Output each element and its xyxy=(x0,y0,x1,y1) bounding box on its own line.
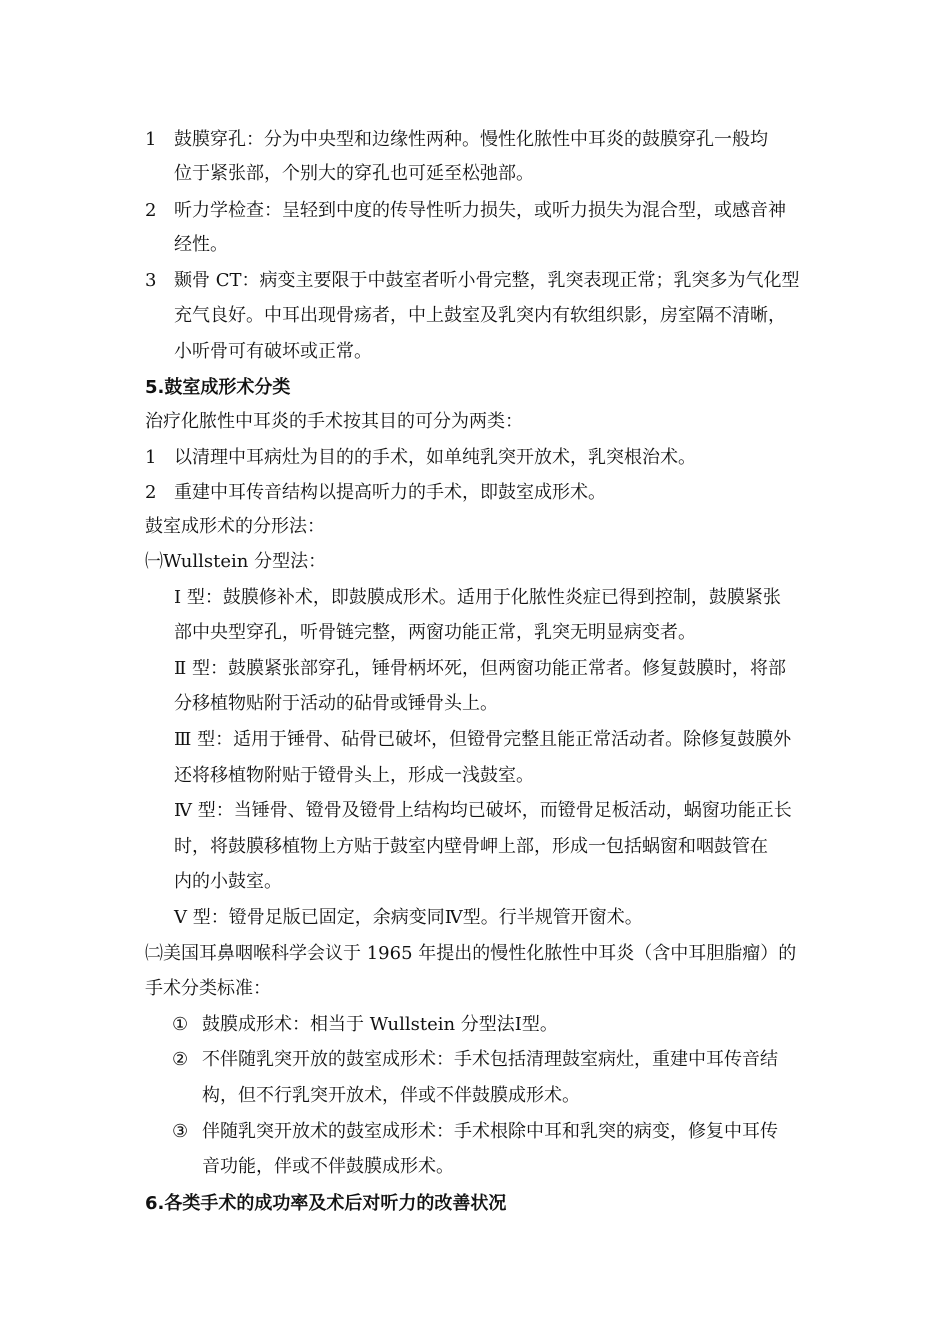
list-number: 3 xyxy=(145,270,157,291)
type-line: 还将移植物附贴于镫骨头上，形成一浅鼓室。 xyxy=(174,765,534,786)
type-line: Ⅱ 型：鼓膜紧张部穿孔，锤骨柄坏死，但两窗功能正常者。修复鼓膜时，将部 xyxy=(174,658,786,679)
type-line: 时，将鼓膜移植物上方贴于鼓室内壁骨岬上部，形成一包括蜗窗和咽鼓管在 xyxy=(174,836,768,857)
aao-title: ㈡美国耳鼻咽喉科学会议于 1965 年提出的慢性化脓性中耳炎（含中耳胆脂瘤）的 xyxy=(145,943,797,964)
aao-item-line: 不伴随乳突开放的鼓室成形术：手术包括清理鼓室病灶，重建中耳传音结 xyxy=(202,1049,778,1070)
text-line: 充气良好。中耳出现骨疡者，中上鼓室及乳突内有软组织影，房室隔不清晰， xyxy=(174,305,786,326)
list-item: 重建中耳传音结构以提高听力的手术，即鼓室成形术。 xyxy=(174,482,606,503)
list-number: 1 xyxy=(145,447,157,468)
text-line: 位于紧张部，个别大的穿孔也可延至松弛部。 xyxy=(174,163,534,184)
list-number: ③ xyxy=(172,1121,189,1142)
list-item: 以清理中耳病灶为目的的手术，如单纯乳突开放术，乳突根治术。 xyxy=(174,447,696,468)
text-line: 听力学检查：呈轻到中度的传导性听力损失，或听力损失为混合型，或感音神 xyxy=(174,200,786,221)
aao-item-line: 伴随乳突开放术的鼓室成形术：手术根除中耳和乳突的病变，修复中耳传 xyxy=(202,1121,778,1142)
section-heading: 6.各类手术的成功率及术后对听力的改善状况 xyxy=(145,1193,507,1214)
list-number: ① xyxy=(172,1014,189,1035)
section-intro: 治疗化脓性中耳炎的手术按其目的可分为两类： xyxy=(145,411,523,432)
wullstein-title: ㈠Wullstein 分型法： xyxy=(145,551,327,572)
text-line: 鼓膜穿孔：分为中央型和边缘性两种。慢性化脓性中耳炎的鼓膜穿孔一般均 xyxy=(174,129,768,150)
section-heading: 5.鼓室成形术分类 xyxy=(145,377,291,398)
type-line: Ⅲ 型：适用于锤骨、砧骨已破坏，但镫骨完整且能正常活动者。除修复鼓膜外 xyxy=(174,729,792,750)
text-line: 颞骨 CT：病变主要限于中鼓室者听小骨完整，乳突表现正常；乳突多为气化型 xyxy=(174,270,800,291)
type-line: 分移植物贴附于活动的砧骨或锤骨头上。 xyxy=(174,693,498,714)
aao-item-line: 音功能，伴或不伴鼓膜成形术。 xyxy=(202,1156,454,1177)
list-number: 1 xyxy=(145,129,157,150)
aao-item-line: 构，但不行乳突开放术，伴或不伴鼓膜成形术。 xyxy=(202,1085,580,1106)
type-line: 部中央型穿孔，听骨链完整，两窗功能正常，乳突无明显病变者。 xyxy=(174,622,696,643)
list-number: ② xyxy=(172,1049,189,1070)
text-line: 小听骨可有破坏或正常。 xyxy=(174,341,372,362)
type-line: Ⅳ 型：当锤骨、镫骨及镫骨上结构均已破坏，而镫骨足板活动，蜗窗功能正长 xyxy=(174,800,792,821)
type-line: 内的小鼓室。 xyxy=(174,871,282,892)
type-line: Ⅴ 型：镫骨足版已固定，余病变同Ⅳ型。行半规管开窗术。 xyxy=(174,907,643,928)
method-title: 鼓室成形术的分形法： xyxy=(145,516,325,537)
type-line: Ⅰ 型：鼓膜修补术，即鼓膜成形术。适用于化脓性炎症已得到控制，鼓膜紧张 xyxy=(174,587,781,608)
aao-title: 手术分类标准： xyxy=(145,978,271,999)
list-number: 2 xyxy=(145,482,157,503)
aao-item-line: 鼓膜成形术：相当于 Wullstein 分型法Ⅰ型。 xyxy=(202,1014,558,1035)
list-number: 2 xyxy=(145,200,157,221)
text-line: 经性。 xyxy=(174,234,228,255)
